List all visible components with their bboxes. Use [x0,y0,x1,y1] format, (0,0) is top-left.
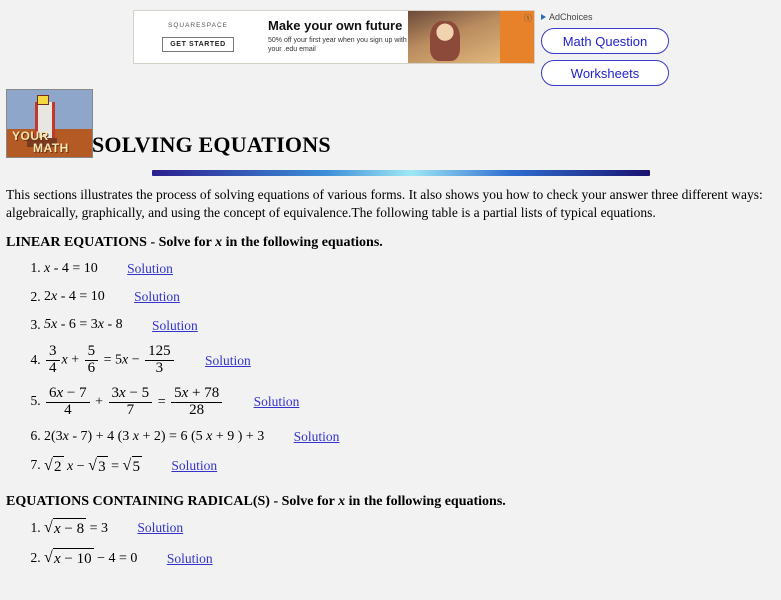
intro-paragraph: This sections illustrates the process of solving equations of various forms. It also shows you how to check your answer three different ways: algebraically, graphically, and using the concept of equivalence.The following table is a partial lists of typical equations. [6,187,763,221]
list-item [44,386,781,419]
solution-link-3[interactable]: Solution [152,317,198,333]
decorative-divider [152,170,650,176]
equation-6: 2(3x - 7) + 4 (3 x + 2) = 6 (5 x + 9 ) + 3 [44,428,265,444]
main-content [6,186,781,578]
ad-brand-label: SQUARESPACE [167,22,228,29]
ad-brand-panel [134,11,262,63]
section-heading-linear [6,234,781,253]
solution-link-5[interactable]: Solution [253,394,300,409]
adchoices-label-group[interactable] [541,12,593,22]
solution-link-4[interactable]: Solution [205,352,251,368]
site-logo[interactable] [6,89,93,158]
adchoices-icon [541,14,546,20]
equation-3: 5x - 6 = 3x - 8 [44,317,123,333]
lighthouse-lamp-icon [37,95,49,105]
radical-equation-1: √ x − 8 = 3 [44,518,108,539]
list-item [44,259,781,278]
action-button-stack [541,28,669,86]
section-heading-radical-rest: - Solve for x in the following equations. [269,493,506,509]
ad-cta-button[interactable]: GET STARTED [162,37,233,52]
solution-link-6[interactable]: Solution [293,429,340,445]
list-item [44,344,781,377]
worksheets-button[interactable]: Worksheets [541,60,669,86]
section-heading-radical [6,493,781,512]
section-heading-linear-rest: - Solve for x in the following equations. [146,235,383,251]
ad-banner[interactable] [133,10,535,64]
section-heading-radical-prefix: EQUATIONS CONTAINING RADICAL(S) [6,493,270,509]
adchoices-text: AdChoices [549,12,593,22]
radical-equation-2: √ x − 10 − 4 = 0 [44,548,137,569]
ad-headline: Make your own future [268,18,403,34]
list-item [44,548,781,569]
radical-solution-link-1[interactable]: Solution [137,520,184,536]
ad-close-icon[interactable]: ⓧ [524,14,532,23]
radical-equation-list [6,518,781,570]
section-heading-linear-prefix: LINEAR EQUATIONS [6,235,147,251]
logo-word-your: YOUR [12,129,49,143]
solution-link-1[interactable]: Solution [127,261,173,277]
equation-4: 4. $\frac{3}{4}$ x + $\frac{5}{6}$ = 5x − $\frac{125}{3}$ [44,344,176,377]
list-item [44,518,781,539]
radical-solution-link-2[interactable]: Solution [166,550,213,566]
logo-word-math: MATH [33,141,69,155]
ad-copy-panel [262,11,408,63]
equation-1: x - 4 = 10 [44,260,98,276]
advertisement-row [0,6,781,81]
page-title: SOLVING EQUATIONS [92,132,331,157]
ad-subline: 50% off your first year when you sign up with your .edu email [268,37,407,53]
list-item [44,456,781,477]
list-item [44,288,781,307]
equation-7: √ 2 x − √ 3 = √ 5 [44,456,142,477]
equation-5: 5. $\frac{6x - 7}{4}$ + $\frac{3x - 5}{7}$ = $\frac{5x + 78}{28}$ [44,386,224,419]
list-item [44,316,781,335]
linear-equation-list [6,259,781,477]
equation-2: 2x - 4 = 10 [44,289,105,305]
solution-link-2[interactable]: Solution [134,289,180,305]
math-question-button[interactable]: Math Question [541,28,669,54]
list-item [44,427,781,446]
solution-link-7[interactable]: Solution [171,458,218,474]
ad-photo [408,11,500,63]
